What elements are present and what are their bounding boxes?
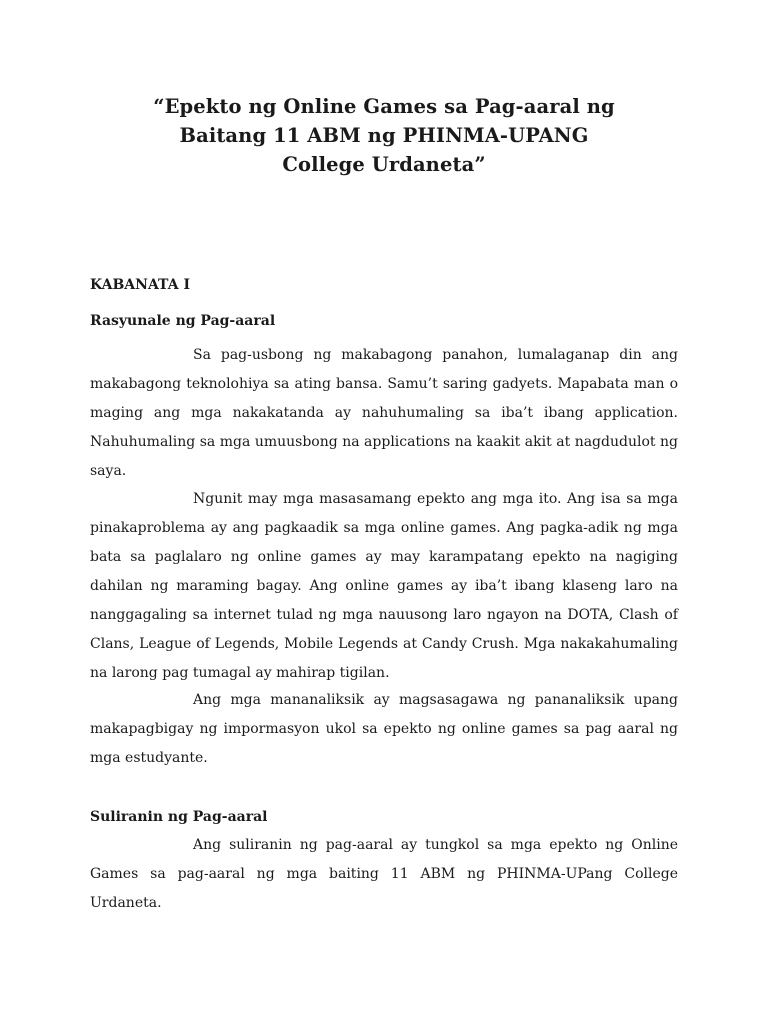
- section-heading-rasyunale: Rasyunale ng Pag-aaral: [90, 313, 276, 329]
- title-line-3: College Urdaneta”: [282, 153, 486, 176]
- paragraph-rasyunale-2: Ngunit may mga masasamang epekto ang mga ito. Ang isa sa mga pinakaproblema ay ang pagkaadik sa mga online games. Ang pagka-adik ng mga bata sa paglalaro ng online games ay may karampatang epekto na nagiging dahilan ng maraming bagay. Ang online games ay iba’t ibang klaseng laro na nanggagaling sa internet tulad ng mga nauusong laro ngayon na DOTA, Clash of Clans, League of Legends, Mobile Legends at Candy Crush. Mga nakakahumaling na larong pag tumagal ay mahirap tigilan.: [90, 491, 678, 681]
- paragraph-rasyunale-1: Sa pag-usbong ng makabagong panahon, lumalaganap din ang makabagong teknolohiya sa ating bansa. Samu’t saring gadyets. Mapabata man o maging ang mga nakakatanda ay nahuhumaling sa iba’t ibang application. Nahuhumaling sa mga umuusbong na applications na kaakit akit at nagdudulot ng saya.: [90, 347, 678, 479]
- document-title: [90, 92, 678, 179]
- paragraph-suliranin-1: Ang suliranin ng pag-aaral ay tungkol sa mga epekto ng Online Games sa pag-aaral ng mga baiting 11 ABM ng PHINMA-UPang College Urdaneta.: [90, 837, 678, 911]
- title-line-2: Baitang 11 ABM ng PHINMA-UPANG: [179, 124, 589, 147]
- title-line-1: “Epekto ng Online Games sa Pag-aaral ng: [153, 95, 615, 118]
- chapter-heading: KABANATA I: [90, 277, 190, 293]
- paragraph-rasyunale-3: Ang mga mananaliksik ay magsasagawa ng pananaliksik upang makapagbigay ng impormasyon ukol sa epekto ng online games sa pag aaral ng mga estudyante.: [90, 692, 678, 766]
- section-heading-suliranin: Suliranin ng Pag-aaral: [90, 809, 268, 825]
